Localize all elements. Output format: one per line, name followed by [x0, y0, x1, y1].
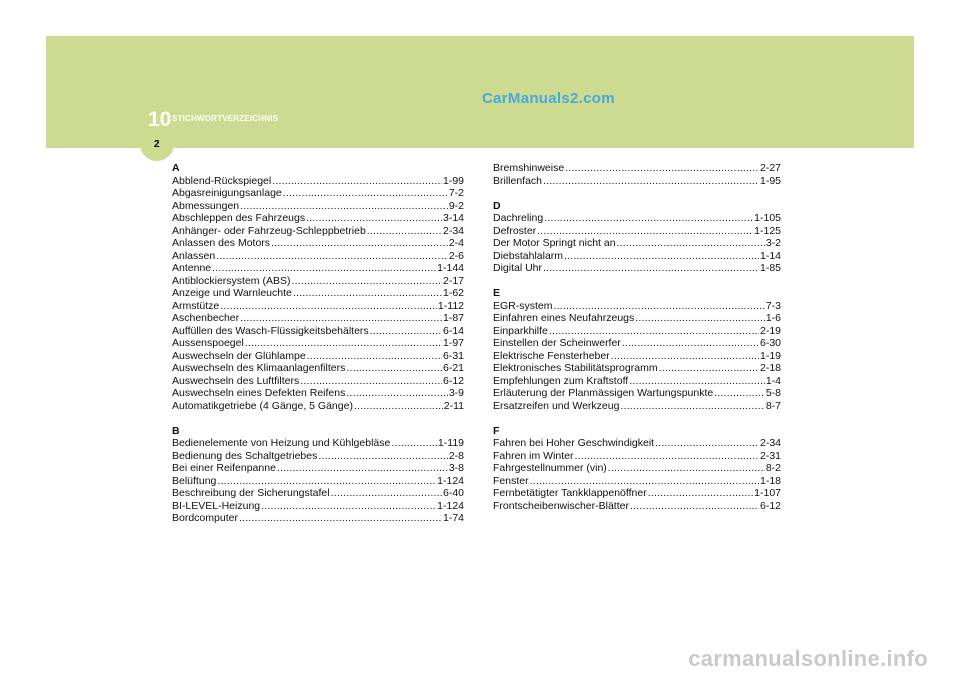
dot-leader	[220, 300, 437, 313]
entry-label: Dachreling	[493, 212, 544, 224]
index-entry	[172, 212, 464, 225]
section-gap	[493, 275, 781, 288]
index-entry	[172, 250, 464, 263]
entry-page-ref: 1-19	[759, 349, 781, 362]
entry-label: Auswechseln des Luftfilters	[172, 374, 300, 387]
index-entry	[172, 487, 464, 500]
entry-label: Auswechseln des Klimaanlagenfilters	[172, 362, 346, 374]
index-entry	[493, 237, 781, 250]
index-column-left	[172, 162, 464, 525]
entry-label: Fahren bei Hoher Geschwindigkeit	[493, 437, 655, 449]
entry-label: Armstütze	[172, 299, 220, 312]
index-entry	[172, 300, 464, 313]
entry-page-ref: 2-4	[448, 237, 464, 249]
entry-label: Auswechseln eines Defekten Reifens	[172, 387, 346, 399]
index-entry	[172, 200, 464, 213]
entry-label: Fernbetätigter Tankklappenöffner	[493, 487, 647, 499]
dot-leader	[212, 262, 436, 275]
entry-page-ref: 8-7	[765, 399, 781, 412]
index-entry	[172, 225, 464, 238]
dot-leader	[554, 300, 765, 313]
index-entry	[172, 187, 464, 200]
entry-label: BI-LEVEL-Heizung	[172, 499, 261, 512]
entry-label: Beschreibung der Sicherungstafel	[172, 487, 330, 499]
entry-label: Anlassen	[172, 249, 216, 262]
entry-page-ref: 7-2	[448, 187, 464, 199]
dot-leader	[565, 162, 759, 175]
header-band	[46, 36, 914, 148]
dot-leader	[544, 212, 753, 225]
entry-page-ref: 1-124	[437, 474, 464, 487]
entry-page-ref: 2-8	[448, 449, 464, 462]
dot-leader	[575, 450, 759, 463]
entry-label: Anlassen des Motors	[172, 237, 271, 249]
dot-leader	[630, 500, 759, 513]
entry-page-ref: 1-62	[442, 287, 464, 299]
entry-label: Frontscheibenwischer-Blätter	[493, 499, 629, 512]
entry-page-ref: 1-112	[437, 299, 464, 312]
index-entry	[493, 375, 781, 388]
index-entry	[493, 225, 781, 238]
dot-leader	[391, 437, 437, 450]
entry-page-ref: 2-34	[759, 437, 781, 449]
index-entry	[493, 262, 781, 275]
dot-leader	[564, 250, 759, 263]
index-entry	[172, 512, 464, 525]
index-entry	[172, 475, 464, 488]
entry-label: Aschenbecher	[172, 312, 240, 324]
index-entry	[493, 325, 781, 338]
dot-leader	[537, 225, 753, 238]
section-gap	[493, 412, 781, 425]
entry-page-ref: 1-6	[765, 312, 781, 324]
dot-leader	[307, 350, 442, 363]
dot-leader	[346, 387, 447, 400]
entry-label: Bedienelemente von Heizung und Kühlgebläse	[172, 437, 391, 449]
entry-page-ref: 1-97	[442, 337, 464, 349]
index-entry	[172, 462, 464, 475]
section-gap	[172, 412, 464, 425]
entry-page-ref: 5-8	[765, 387, 781, 399]
index-entry	[172, 312, 464, 325]
dot-leader	[648, 487, 753, 500]
dot-leader	[549, 325, 759, 338]
entry-label: Antiblockiersystem (ABS)	[172, 274, 291, 287]
entry-page-ref: 2-18	[759, 362, 781, 374]
entry-page-ref: 3-2	[765, 237, 781, 249]
entry-label: Auffüllen des Wasch-Flüssigkeitsbehälters	[172, 324, 369, 337]
entry-label: Belüftung	[172, 474, 217, 487]
entry-page-ref: 6-40	[442, 487, 464, 499]
index-entry	[493, 300, 781, 313]
dot-leader	[318, 450, 447, 463]
index-letter-heading: A	[172, 162, 180, 174]
entry-label: Abmessungen	[172, 199, 240, 212]
entry-label: Aussenspoegel	[172, 337, 244, 349]
dot-leader	[370, 325, 442, 338]
entry-page-ref: 1-18	[759, 474, 781, 487]
index-entry	[172, 287, 464, 300]
entry-page-ref: 3-14	[442, 212, 464, 224]
index-letter-heading: D	[493, 199, 501, 212]
index-column-right	[493, 162, 781, 512]
entry-page-ref: 1-119	[437, 437, 464, 449]
entry-label: Elektronisches Stabilitätsprogramm	[493, 362, 658, 374]
index-entry	[493, 250, 781, 263]
dot-leader	[272, 175, 442, 188]
entry-page-ref: 6-12	[759, 499, 781, 512]
entry-page-ref: 2-17	[442, 274, 464, 287]
entry-page-ref: 1-107	[754, 487, 781, 499]
index-entry	[172, 262, 464, 275]
entry-label: Brillenfach	[493, 174, 543, 187]
dot-leader	[659, 362, 759, 375]
entry-label: Ersatzreifen und Werkzeug	[493, 399, 620, 412]
index-entry	[493, 400, 781, 413]
entry-label: Empfehlungen zum Kraftstoff	[493, 374, 629, 387]
index-entry	[493, 462, 781, 475]
entry-label: Einstellen der Scheinwerfer	[493, 337, 621, 349]
entry-page-ref: 1-14	[759, 249, 781, 262]
dot-leader	[216, 250, 448, 263]
entry-label: Fenster	[493, 474, 529, 487]
watermark-top[interactable]: CarManuals2.com	[482, 90, 615, 107]
index-entry	[172, 500, 464, 513]
dot-leader	[239, 512, 442, 525]
dot-leader	[622, 337, 759, 350]
entry-label: Bedienung des Schaltgetriebes	[172, 449, 318, 462]
index-entry	[172, 275, 464, 288]
dot-leader	[611, 350, 759, 363]
chapter-title: STICHWORTVERZEICHNIS	[172, 114, 279, 123]
entry-page-ref: 6-21	[442, 362, 464, 374]
entry-label: Erläuterung der Planmässigen Wartungspunkte	[493, 387, 714, 399]
index-entry	[172, 387, 464, 400]
dot-leader	[217, 475, 436, 488]
index-entry	[172, 175, 464, 188]
index-entry	[493, 212, 781, 225]
index-entry	[172, 350, 464, 363]
dot-leader	[543, 262, 759, 275]
dot-leader	[240, 200, 448, 213]
entry-label: Digital Uhr	[493, 262, 543, 274]
page-number: 2	[154, 139, 160, 150]
index-letter-heading: B	[172, 424, 180, 437]
index-entry	[493, 387, 781, 400]
index-letter-heading: F	[493, 424, 500, 437]
entry-page-ref: 1-85	[759, 262, 781, 274]
entry-label: Anhänger- oder Fahrzeug-Schleppbetrieb	[172, 224, 366, 237]
dot-leader	[608, 462, 765, 475]
entry-page-ref: 1-99	[442, 174, 464, 187]
index-entry	[493, 437, 781, 450]
index-entry	[172, 400, 464, 413]
entry-page-ref: 2-31	[759, 449, 781, 462]
dot-leader	[629, 375, 765, 388]
dot-leader	[261, 500, 436, 513]
dot-leader	[245, 337, 442, 350]
entry-label: Einparkhilfe	[493, 324, 548, 337]
index-entry	[493, 500, 781, 513]
dot-leader	[291, 275, 442, 288]
index-entry	[493, 450, 781, 463]
index-entry	[172, 237, 464, 250]
entry-label: Fahrgestellnummer (vin)	[493, 462, 607, 474]
index-entry	[493, 487, 781, 500]
entry-page-ref: 2-34	[442, 224, 464, 237]
entry-page-ref: 2-19	[759, 324, 781, 337]
dot-leader	[367, 225, 442, 238]
entry-page-ref: 8-2	[765, 462, 781, 474]
dot-leader	[306, 212, 442, 225]
index-entry	[493, 350, 781, 363]
entry-label: Defroster	[493, 224, 537, 237]
entry-page-ref: 6-30	[759, 337, 781, 349]
index-entry	[493, 362, 781, 375]
index-letter-heading: E	[493, 287, 501, 299]
dot-leader	[655, 437, 759, 450]
dot-leader	[277, 462, 448, 475]
entry-label: Bei einer Reifenpanne	[172, 462, 276, 474]
entry-label: Abblend-Rückspiegel	[172, 174, 272, 187]
entry-label: Der Motor Springt nicht an	[493, 237, 616, 249]
dot-leader	[543, 175, 759, 188]
watermark-bottom[interactable]: carmanualsonline.info	[688, 646, 928, 671]
entry-label: Abschleppen des Fahrzeugs	[172, 212, 306, 224]
dot-leader	[354, 400, 443, 413]
dot-leader	[271, 237, 448, 250]
dot-leader	[331, 487, 442, 500]
entry-page-ref: 2-27	[759, 162, 781, 174]
dot-leader	[293, 287, 442, 300]
index-entry	[493, 162, 781, 175]
entry-page-ref: 1-125	[754, 224, 781, 237]
entry-page-ref: 1-95	[759, 174, 781, 187]
entry-label: Bremshinweise	[493, 162, 565, 174]
index-entry	[172, 437, 464, 450]
entry-page-ref: 6-14	[442, 324, 464, 337]
dot-leader	[300, 375, 442, 388]
dot-leader	[530, 475, 759, 488]
entry-label: Anzeige und Warnleuchte	[172, 287, 292, 299]
dot-leader	[620, 400, 764, 413]
entry-page-ref: 3-8	[448, 462, 464, 474]
dot-leader	[283, 187, 448, 200]
chapter-number: 10	[148, 108, 172, 131]
entry-label: EGR-system	[493, 299, 553, 312]
entry-page-ref: 1-124	[437, 499, 464, 512]
dot-leader	[346, 362, 442, 375]
entry-page-ref: 2-6	[448, 249, 464, 262]
entry-page-ref: 2-11	[443, 399, 464, 412]
index-entry	[493, 475, 781, 488]
entry-label: Auswechseln der Glühlampe	[172, 349, 306, 362]
dot-leader	[240, 312, 442, 325]
entry-page-ref: 1-4	[765, 374, 781, 387]
index-entry	[493, 312, 781, 325]
section-gap	[493, 187, 781, 200]
dot-leader	[635, 312, 765, 325]
entry-label: Diebstahlalarm	[493, 249, 564, 262]
entry-page-ref: 6-12	[442, 374, 464, 387]
entry-page-ref: 9-2	[448, 199, 464, 212]
index-entry	[172, 375, 464, 388]
index-entry	[172, 450, 464, 463]
index-entry	[493, 175, 781, 188]
entry-label: Elektrische Fensterheber	[493, 349, 610, 362]
entry-page-ref: 1-144	[437, 262, 464, 274]
entry-page-ref: 3-9	[448, 387, 464, 399]
entry-label: Fahren im Winter	[493, 449, 574, 462]
entry-page-ref: 7-3	[765, 299, 781, 312]
index-entry	[172, 362, 464, 375]
entry-page-ref: 6-31	[442, 349, 464, 362]
entry-page-ref: 1-87	[442, 312, 464, 324]
entry-label: Automatikgetriebe (4 Gänge, 5 Gänge)	[172, 399, 353, 412]
dot-leader	[617, 237, 765, 250]
index-entry	[172, 337, 464, 350]
entry-label: Abgasreinigungsanlage	[172, 187, 282, 199]
index-entry	[493, 337, 781, 350]
entry-page-ref: 1-74	[442, 512, 464, 524]
entry-label: Bordcomputer	[172, 512, 238, 524]
entry-label: Antenne	[172, 262, 212, 274]
entry-label: Einfahren eines Neufahrzeugs	[493, 312, 635, 324]
entry-page-ref: 1-105	[754, 212, 781, 224]
index-entry	[172, 325, 464, 338]
dot-leader	[714, 387, 765, 400]
